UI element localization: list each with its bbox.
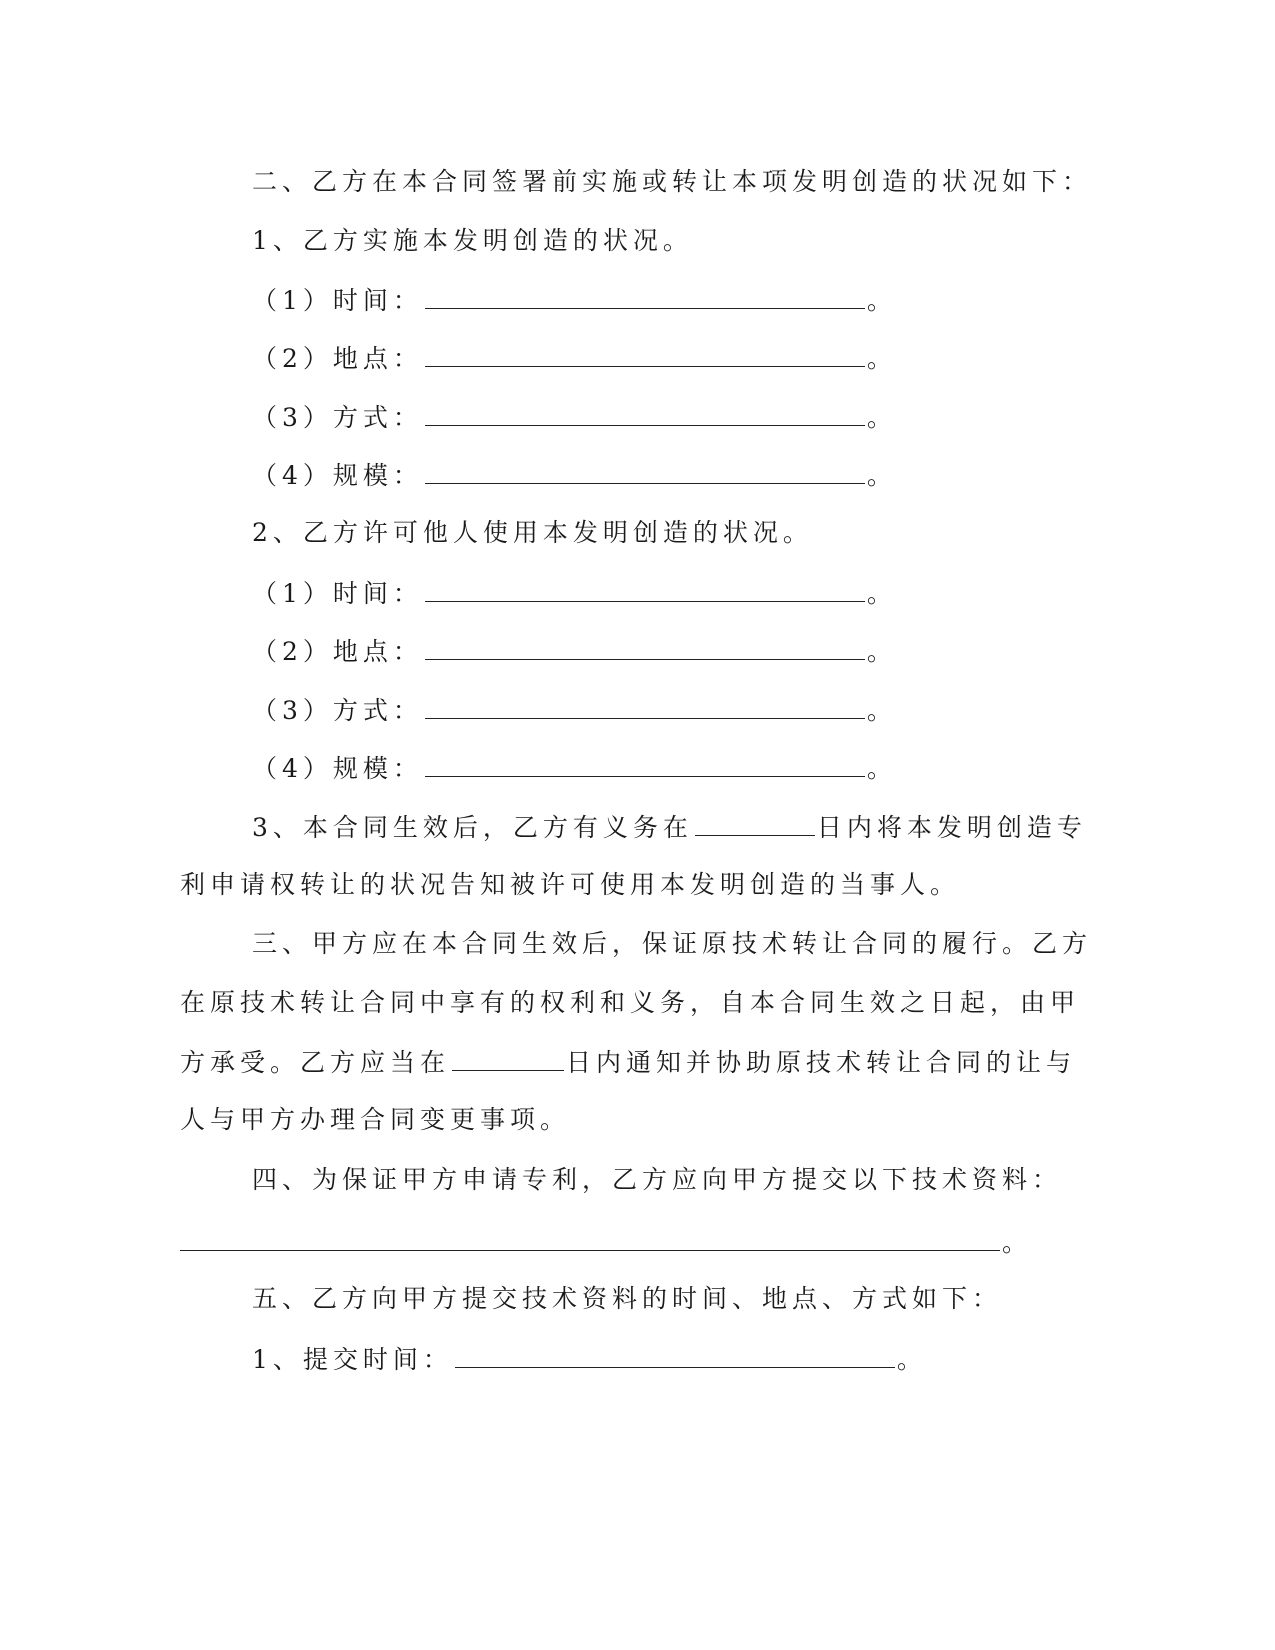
paragraph-text: 日内通知并协助原技术转让合同的让与 — [566, 1048, 1077, 1077]
paragraph-text: 方承受。乙方应当在 — [180, 1048, 451, 1077]
section-2-item-3-line-1 — [252, 811, 1087, 843]
section-4-heading: 四、为保证甲方申请专利，乙方应向甲方提交以下技术资料： — [252, 1165, 1063, 1194]
method-blank-field[interactable] — [425, 401, 865, 426]
item-2-place-row — [252, 635, 897, 667]
period: 。 — [896, 1345, 927, 1374]
field-label: （2）地点： — [252, 344, 423, 373]
field-label: （4）规模： — [252, 461, 423, 490]
item-1-time-row — [252, 284, 897, 316]
field-label: （1）时间： — [252, 286, 423, 315]
days-blank-field[interactable] — [452, 1046, 564, 1071]
field-label: （2）地点： — [252, 637, 423, 666]
period: 。 — [1002, 1228, 1033, 1257]
period: 。 — [866, 696, 897, 725]
item-2-method-row — [252, 694, 897, 726]
section-2-item-2-title: 2、乙方许可他人使用本发明创造的状况。 — [252, 518, 813, 547]
section-3-line-1: 三、甲方应在本合同生效后，保证原技术转让合同的履行。乙方 — [252, 929, 1093, 958]
period: 。 — [866, 403, 897, 432]
section-5-item-1-row — [252, 1343, 927, 1375]
submit-time-blank-field[interactable] — [455, 1343, 895, 1368]
time-blank-field[interactable] — [425, 577, 865, 602]
item-1-place-row — [252, 342, 897, 374]
section-3-line-2: 在原技术转让合同中享有的权利和义务，自本合同生效之日起，由甲 — [180, 988, 1081, 1017]
period: 。 — [866, 579, 897, 608]
section-2-heading: 二、乙方在本合同签署前实施或转让本项发明创造的状况如下： — [252, 167, 1093, 196]
time-blank-field[interactable] — [425, 284, 865, 309]
item-1-scale-row — [252, 459, 897, 491]
section-4-materials-row — [180, 1226, 1032, 1258]
paragraph-text: 3、本合同生效后，乙方有义务在 — [252, 813, 693, 842]
section-2-item-3-line-2: 利申请权转让的状况告知被许可使用本发明创造的当事人。 — [180, 870, 961, 899]
section-3-line-4: 人与甲方办理合同变更事项。 — [180, 1105, 571, 1134]
item-2-scale-row — [252, 752, 897, 784]
field-label: （4）规模： — [252, 754, 423, 783]
place-blank-field[interactable] — [425, 342, 865, 367]
period: 。 — [866, 754, 897, 783]
days-blank-field[interactable] — [695, 811, 815, 836]
section-2-item-1-title: 1、乙方实施本发明创造的状况。 — [252, 226, 693, 255]
technical-materials-blank-field[interactable] — [180, 1226, 1000, 1251]
place-blank-field[interactable] — [425, 635, 865, 660]
field-label: （3）方式： — [252, 403, 423, 432]
period: 。 — [866, 637, 897, 666]
period: 。 — [866, 461, 897, 490]
field-label: 1、提交时间： — [252, 1345, 453, 1374]
period: 。 — [866, 286, 897, 315]
section-5-heading: 五、乙方向甲方提交技术资料的时间、地点、方式如下： — [252, 1284, 1003, 1313]
field-label: （1）时间： — [252, 579, 423, 608]
period: 。 — [866, 344, 897, 373]
scale-blank-field[interactable] — [425, 459, 865, 484]
item-1-method-row — [252, 401, 897, 433]
scale-blank-field[interactable] — [425, 752, 865, 777]
field-label: （3）方式： — [252, 696, 423, 725]
paragraph-text: 日内将本发明创造专 — [816, 813, 1087, 842]
section-3-line-3 — [180, 1046, 1076, 1078]
item-2-time-row — [252, 577, 897, 609]
method-blank-field[interactable] — [425, 694, 865, 719]
